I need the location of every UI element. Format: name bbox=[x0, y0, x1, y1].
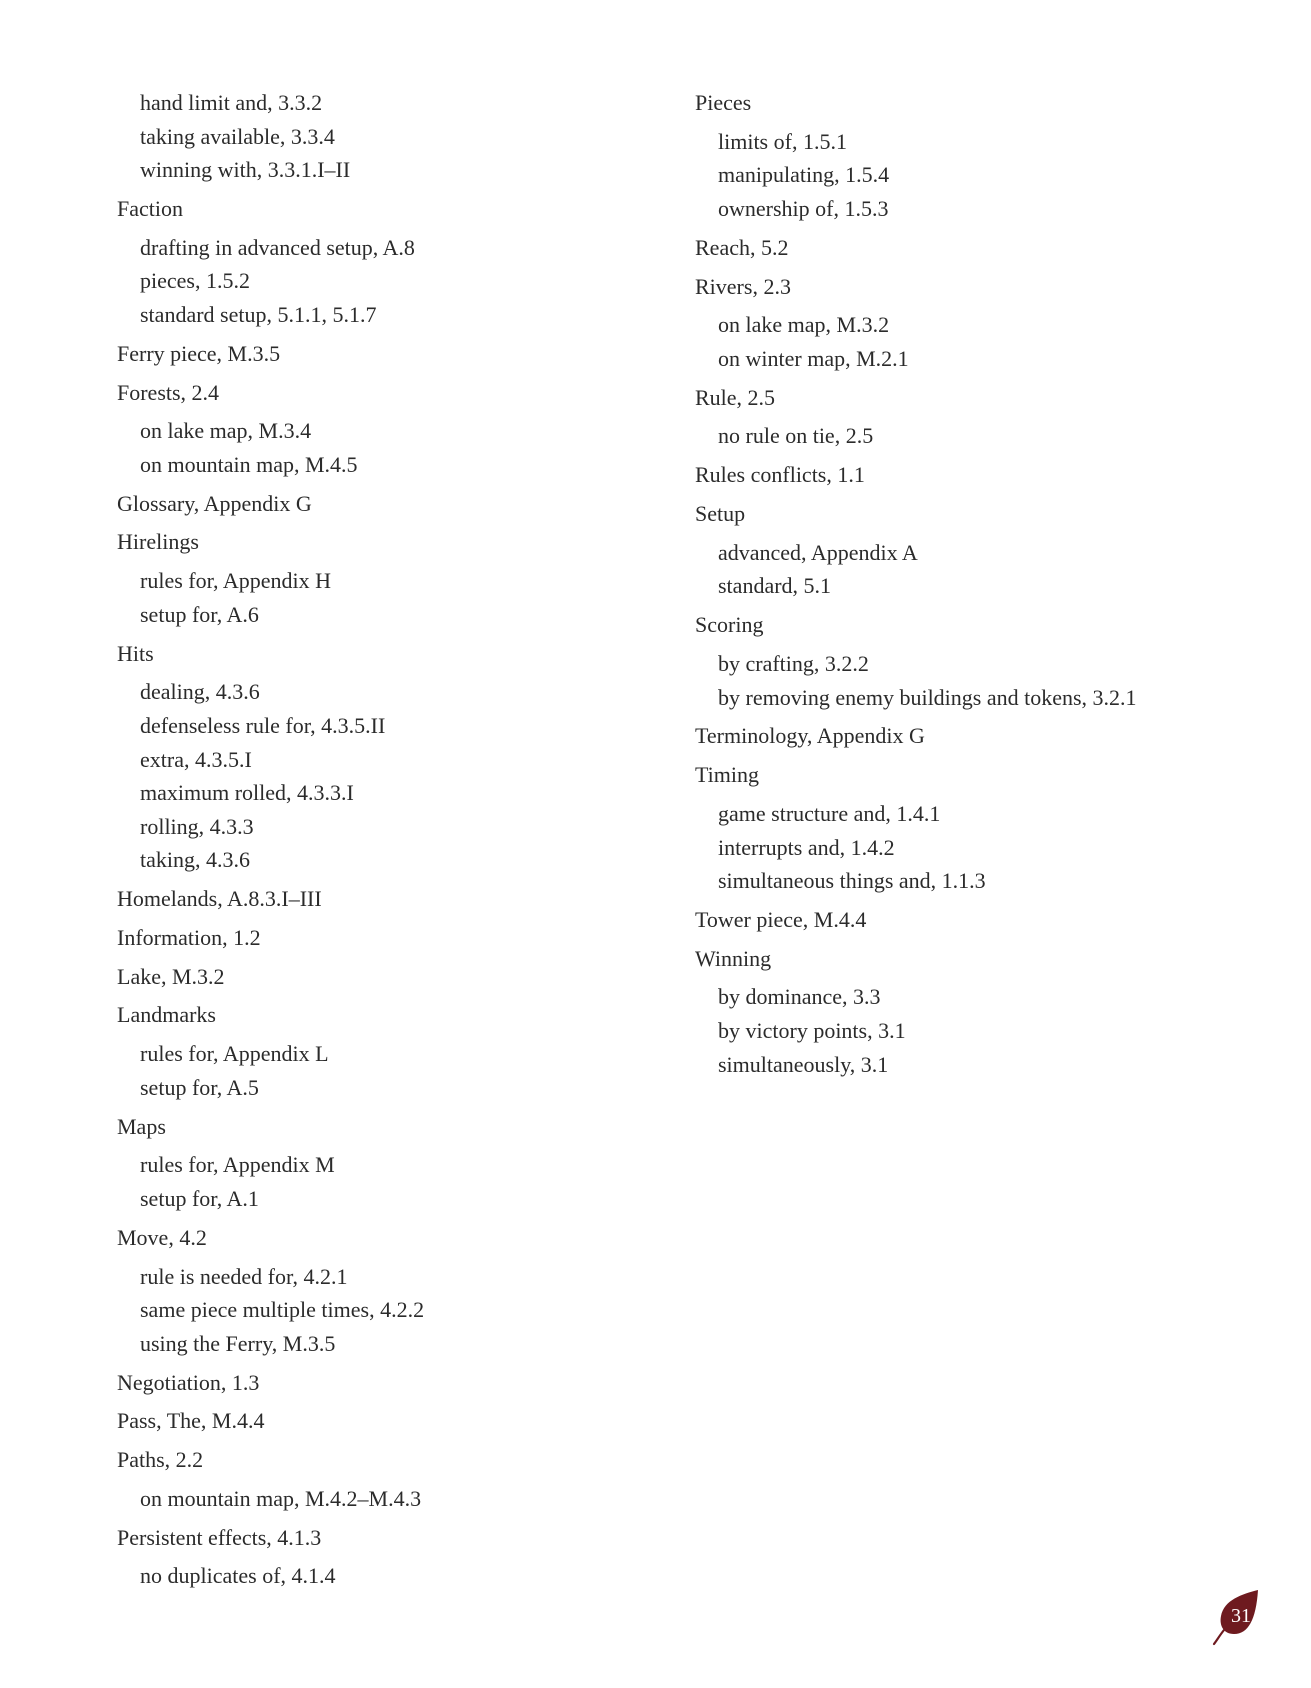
index-entry: Hirelings bbox=[117, 529, 199, 555]
index-entry: Negotiation, 1.3 bbox=[117, 1369, 260, 1395]
index-entry: Tower piece, M.4.4 bbox=[695, 906, 867, 932]
page-number-badge bbox=[1212, 1588, 1260, 1646]
index-subentry: on lake map, M.3.4 bbox=[140, 418, 312, 444]
index-subentry: on mountain map, M.4.5 bbox=[140, 451, 358, 477]
index-subentry: rules for, Appendix H bbox=[140, 568, 331, 594]
index-subentry: pieces, 1.5.2 bbox=[140, 268, 250, 294]
index-subentry: setup for, A.5 bbox=[140, 1074, 259, 1100]
index-subentry: by crafting, 3.2.2 bbox=[718, 650, 869, 676]
index-entry: Faction bbox=[117, 195, 183, 221]
index-subentry: no duplicates of, 4.1.4 bbox=[140, 1563, 336, 1589]
index-entry: Timing bbox=[695, 762, 760, 788]
index-entry: Rule, 2.5 bbox=[695, 384, 776, 410]
index-entry: Hits bbox=[117, 640, 154, 666]
index-subentry: manipulating, 1.5.4 bbox=[718, 162, 890, 188]
index-entry: Maps bbox=[117, 1113, 166, 1139]
index-subentry: on lake map, M.3.2 bbox=[718, 312, 890, 338]
index-subentry: by removing enemy buildings and tokens, 3.2.1 bbox=[718, 684, 1137, 710]
index-subentry: defenseless rule for, 4.3.5.II bbox=[140, 712, 386, 738]
index-entry: Lake, M.3.2 bbox=[117, 963, 225, 989]
index-subentry: ownership of, 1.5.3 bbox=[718, 195, 889, 221]
index-column-left bbox=[117, 86, 677, 1593]
index-subentry: simultaneously, 3.1 bbox=[718, 1051, 889, 1077]
index-entry: Scoring bbox=[695, 612, 764, 638]
index-subentry: rule is needed for, 4.2.1 bbox=[140, 1263, 348, 1289]
index-subentry: winning with, 3.3.1.I–II bbox=[140, 157, 351, 183]
index-entry: Homelands, A.8.3.I–III bbox=[117, 886, 322, 912]
index-entry: Terminology, Appendix G bbox=[695, 723, 925, 749]
index-entry: Reach, 5.2 bbox=[695, 234, 789, 260]
index-subentry: taking available, 3.3.4 bbox=[140, 123, 335, 149]
index-entry: Glossary, Appendix G bbox=[117, 490, 312, 516]
index-entry: Information, 1.2 bbox=[117, 924, 261, 950]
index-subentry: on mountain map, M.4.2–M.4.3 bbox=[140, 1485, 422, 1511]
index-entry: Landmarks bbox=[117, 1002, 216, 1028]
index-subentry: standard setup, 5.1.1, 5.1.7 bbox=[140, 301, 377, 327]
index-entry: Pieces bbox=[695, 90, 752, 115]
index-subentry: rules for, Appendix L bbox=[140, 1041, 329, 1067]
index-subentry: simultaneous things and, 1.1.3 bbox=[718, 868, 986, 894]
index-entry: Ferry piece, M.3.5 bbox=[117, 340, 281, 366]
index-entry: Pass, The, M.4.4 bbox=[117, 1408, 265, 1434]
index-subentry: by victory points, 3.1 bbox=[718, 1018, 906, 1044]
index-subentry: by dominance, 3.3 bbox=[718, 984, 881, 1010]
index-subentry: maximum rolled, 4.3.3.I bbox=[140, 780, 354, 806]
index-column-right bbox=[695, 86, 1255, 1081]
index-subentry: rolling, 4.3.3 bbox=[140, 813, 254, 839]
page-number: 31 bbox=[1231, 1605, 1251, 1627]
index-subentry: standard, 5.1 bbox=[718, 573, 832, 599]
index-subentry: setup for, A.6 bbox=[140, 601, 259, 627]
index-subentry: dealing, 4.3.6 bbox=[140, 679, 260, 705]
index-subentry: on winter map, M.2.1 bbox=[718, 345, 909, 371]
index-subentry: taking, 4.3.6 bbox=[140, 847, 250, 873]
index-entry: Winning bbox=[695, 945, 772, 971]
index-subentry: hand limit and, 3.3.2 bbox=[140, 90, 323, 115]
index-subentry: drafting in advanced setup, A.8 bbox=[140, 234, 415, 260]
index-entry: Rivers, 2.3 bbox=[695, 273, 791, 299]
index-subentry: interrupts and, 1.4.2 bbox=[718, 834, 895, 860]
index-subentry: extra, 4.3.5.I bbox=[140, 746, 252, 772]
index-subentry: using the Ferry, M.3.5 bbox=[140, 1330, 336, 1356]
index-subentry: limits of, 1.5.1 bbox=[718, 128, 847, 154]
index-subentry: same piece multiple times, 4.2.2 bbox=[140, 1297, 425, 1323]
index-entry: Move, 4.2 bbox=[117, 1224, 207, 1250]
index-subentry: game structure and, 1.4.1 bbox=[718, 800, 941, 826]
index-entry: Setup bbox=[695, 501, 746, 527]
index-subentry: advanced, Appendix A bbox=[718, 539, 918, 565]
index-entry: Rules conflicts, 1.1 bbox=[695, 462, 865, 488]
index-subentry: setup for, A.1 bbox=[140, 1186, 259, 1211]
index-subentry: no rule on tie, 2.5 bbox=[718, 423, 874, 449]
index-entry: Persistent effects, 4.1.3 bbox=[117, 1524, 322, 1550]
index-entry: Paths, 2.2 bbox=[117, 1447, 204, 1473]
index-entry: Forests, 2.4 bbox=[117, 379, 220, 405]
index-subentry: rules for, Appendix M bbox=[140, 1152, 335, 1178]
